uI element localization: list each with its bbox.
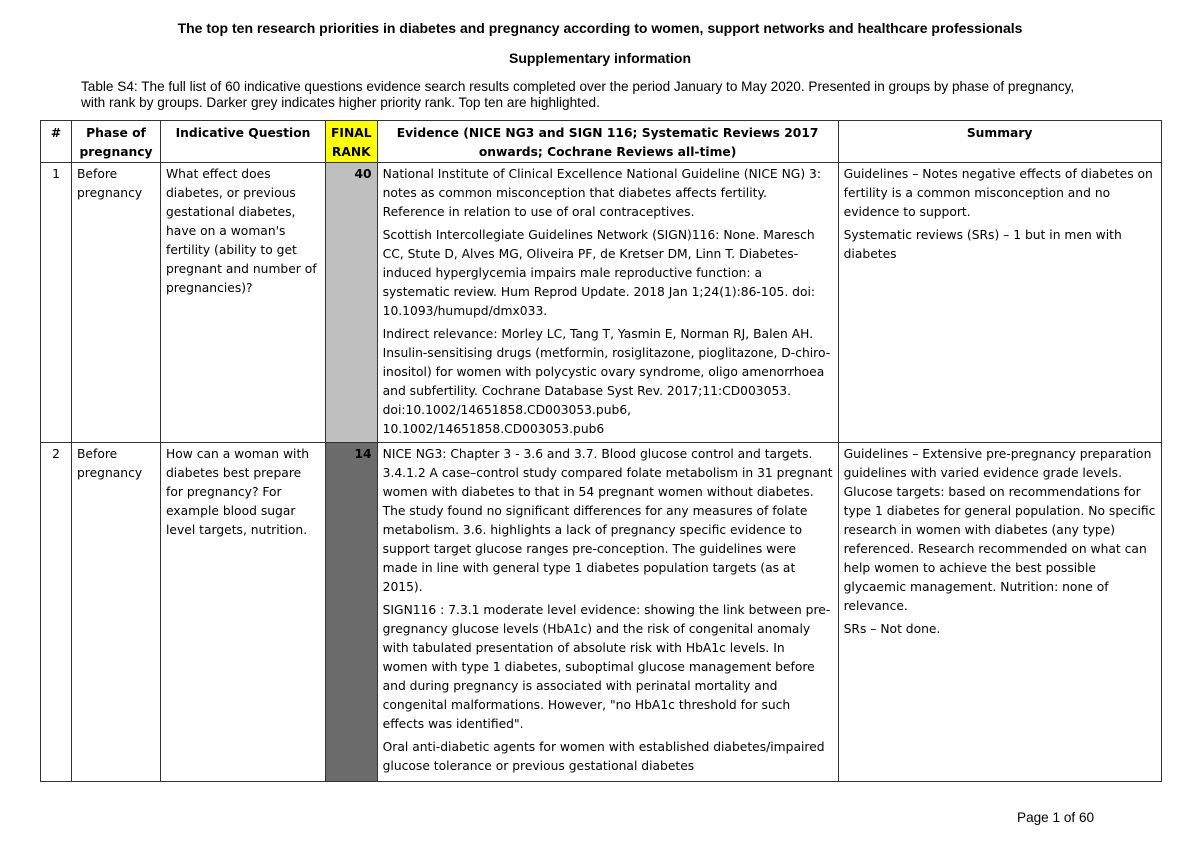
row-evidence (377, 163, 838, 443)
document-subtitle: Supplementary information (508, 50, 692, 66)
table-header-row (41, 121, 1162, 163)
document-title: The top ten research priorities in diabetes and pregnancy according to women, support networks and healthcare professionals (177, 20, 1023, 36)
table-row (41, 443, 1162, 782)
table-caption: Table S4: The full list of 60 indicative questions evidence search results completed over the period January to May 2020. Presented in groups by phase of pregnancy, with rank by groups. Darker grey indicates higher priority rank. Top ten are highlighted. (81, 79, 1075, 110)
evidence-paragraph: Indirect relevance: Morley LC, Tang T, Yasmin E, Norman RJ, Balen AH. Insulin-sensitising drugs (metformin, rosiglitazone, pioglitazone, D-chiro-inositol) for women with polycystic ovary syndrome, oligo amenorrhoea and subfertility. Cochrane Database Syst Rev. 2017;11:CD003053. doi:10.1002/14651858.CD003053.pub6, 10.1002/14651858.CD003053.pub6 (382, 327, 831, 436)
row-question: What effect does diabetes, or previous gestational diabetes, have on a woman's fertility (ability to get pregnant and number of pregnancies)? (161, 163, 326, 443)
summary-paragraph: Guidelines – Extensive pre-pregnancy preparation guidelines with varied evidence grade levels. Glucose targets: based on recommendations for type 1 diabetes for general population. No specific research in women with diabetes (any type) referenced. Research recommended on what can help women to achieve the best possible glycaemic management. Nutrition: none of relevance. (843, 447, 1156, 613)
evidence-paragraph: National Institute of Clinical Excellence National Guideline (NICE NG) 3: notes as common misconception that diabetes affects fertility. Reference in relation to use of oral contraceptives. (382, 167, 821, 219)
evidence-table (40, 120, 1162, 782)
evidence-paragraph: SIGN116 : 7.3.1 moderate level evidence: showing the link between pre-gregnancy glucose levels (HbA1c) and the risk of congenital anomaly with tabulated presentation of absolute risk with HbA1c levels. In women with type 1 diabetes, suboptimal glucose management before and during pregnancy is associated with perinatal mortality and congenital malformations. However, "no HbA1c threshold for such effects was identified". (382, 603, 831, 731)
page-number: Page 1 of 60 (1017, 810, 1095, 825)
row-summary (838, 443, 1161, 782)
header-evidence: Evidence (NICE NG3 and SIGN 116; Systematic Reviews 2017 onwards; Cochrane Reviews all-time) (377, 121, 838, 163)
evidence-paragraph: Scottish Intercollegiate Guidelines Network (SIGN)116: None. Maresch CC, Stute D, Alves MG, Oliveira PF, de Kretser DM, Linn T. Diabetes-induced hyperglycemia impairs male reproductive function: a systematic review. Hum Reprod Update. 2018 Jan 1;24(1):86-105. doi: 10.1093/humupd/dmx033. (382, 228, 816, 318)
evidence-paragraph: NICE NG3: Chapter 3 - 3.6 and 3.7. Blood glucose control and targets. 3.4.1.2 A case–control study compared folate metabolism in 31 pregnant women with diabetes to that in 54 pregnant women without diabetes. The study found no significant differences for any measures of folate metabolism. 3.6. highlights a lack of pregnancy specific evidence to support target glucose ranges pre-conception. The guidelines were made in line with general type 1 diabetes population targets (as at 2015). (382, 447, 833, 594)
summary-paragraph: Systematic reviews (SRs) – 1 but in men with diabetes (843, 228, 1122, 261)
row-final-rank: 14 (326, 443, 378, 782)
summary-paragraph: SRs – Not done. (843, 622, 941, 636)
header-question: Indicative Question (161, 121, 326, 163)
row-final-rank: 40 (326, 163, 378, 443)
header-num: # (41, 121, 72, 163)
row-evidence (377, 443, 838, 782)
summary-paragraph: Guidelines – Notes negative effects of diabetes on fertility is a common misconception and no evidence to support. (843, 167, 1153, 219)
header-summary: Summary (838, 121, 1161, 163)
table-row (41, 163, 1162, 443)
row-number: 2 (41, 443, 72, 782)
header-final-rank: FINAL RANK (326, 121, 378, 163)
row-number: 1 (41, 163, 72, 443)
row-summary (838, 163, 1161, 443)
row-phase: Before pregnancy (72, 163, 161, 443)
evidence-paragraph: Oral anti-diabetic agents for women with established diabetes/impaired glucose tolerance or previous gestational diabetes (382, 740, 825, 773)
row-phase: Before pregnancy (72, 443, 161, 782)
row-question: How can a woman with diabetes best prepare for pregnancy? For example blood sugar level targets, nutrition. (161, 443, 326, 782)
header-phase: Phase of pregnancy (72, 121, 161, 163)
